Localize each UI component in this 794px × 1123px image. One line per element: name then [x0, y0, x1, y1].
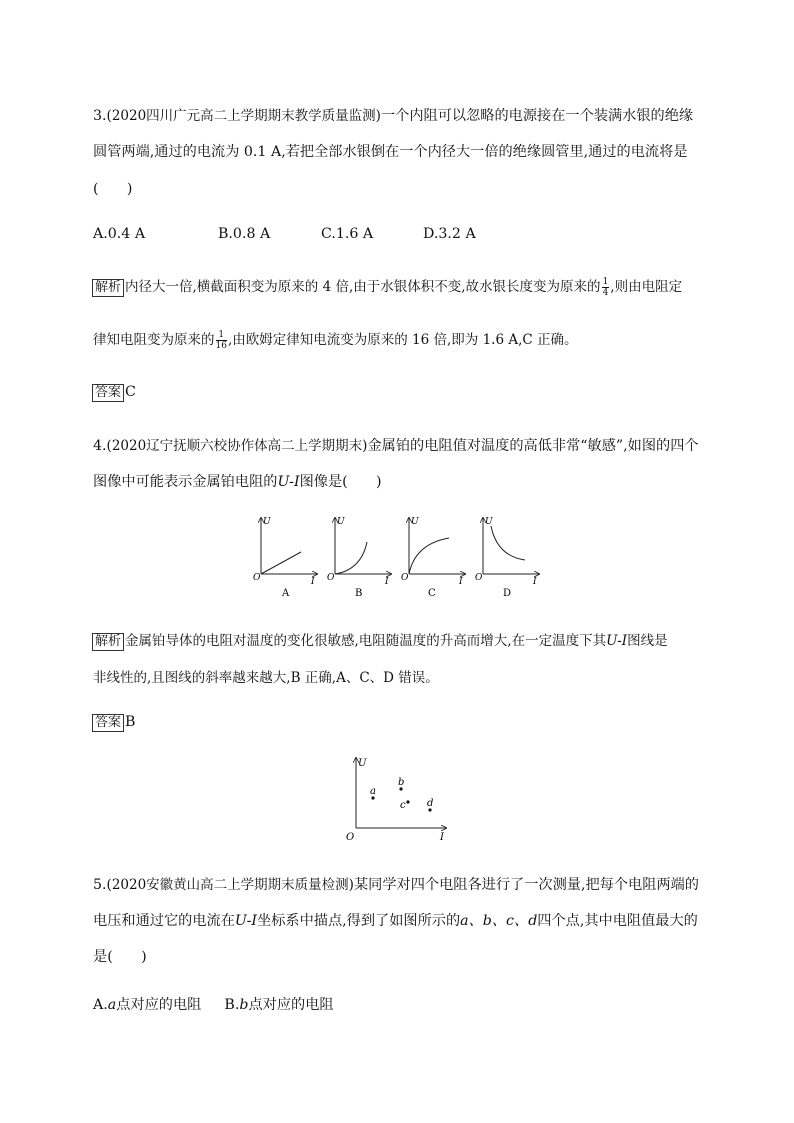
q4-graph-a [253, 517, 317, 599]
q4-analysis-line1 [92, 629, 668, 651]
q4-line2 [93, 471, 382, 491]
q5-ui-label: U-I [234, 913, 257, 929]
q3-analysis-line1 [92, 275, 712, 298]
q4-source: (2020辽宁抚顺六校协作体高二上学期期末) [106, 438, 368, 454]
u-label: U [485, 517, 493, 527]
i-label: I [440, 832, 444, 843]
q4-answer-value: B [125, 714, 136, 730]
q4-graphs-figure [245, 508, 555, 600]
q3-blank: ( ) [93, 181, 133, 197]
q5-text2c: 四个点,其中电阻值最大的 [537, 913, 698, 929]
q3-number: 3. [93, 108, 107, 124]
q5-scatter-figure [340, 752, 455, 844]
q3-analysis-line2 [93, 328, 578, 351]
i-label: I [459, 577, 463, 587]
curve-convex [335, 542, 367, 574]
q3-line2: 圆管两端,通过的电流为 0.1 A,若把全部水银倒在一个内径大一倍的绝缘圆管里,通过的电流将是 [93, 144, 688, 160]
q4-analysis-text1b: 图线是 [627, 633, 668, 649]
point-a-label: a [370, 786, 376, 797]
q4-line1 [93, 434, 699, 455]
point-c-label: c [400, 800, 406, 811]
q3-answer-tag: 答案 [92, 384, 124, 402]
graph-label: D [503, 588, 512, 599]
q3-answer [92, 384, 136, 402]
origin-label: O [475, 573, 483, 583]
q5-text: 某同学对四个电阻各进行了一次测量,把每个电阻两端的 [353, 877, 699, 893]
curve-decreasing [491, 526, 525, 560]
origin-label: O [327, 573, 335, 583]
q4-ui-label: U-I [277, 474, 300, 490]
q3-answer-value: C [125, 384, 136, 400]
frac-num: 1 [216, 330, 227, 341]
q5-option-b [224, 997, 333, 1013]
q3-analysis-text1b: ,则由电阻定 [610, 279, 683, 295]
q5-text2b: 坐标系中描点,得到了如图所示的 [257, 913, 461, 929]
q3-text: 一个内阻可以忽略的电源接在一个装满水银的绝缘 [380, 108, 694, 124]
graph-label: C [428, 588, 436, 599]
q3-analysis-text1: 内径大一倍,横截面积变为原来的 4 倍,由于水银体积不变,故水银长度变为原来的 [125, 279, 601, 295]
graph-label: B [355, 588, 363, 599]
q4-text: 金属铂的电阻值对温度的高低非常“敏感”,如图的四个 [367, 438, 699, 454]
q4-graph-d [475, 517, 539, 599]
q5-points-list: a、b、c、d [460, 913, 538, 929]
opt-prefix: A. [93, 997, 108, 1013]
opt-text: 点对应的电阻 [248, 997, 334, 1013]
q5-text2a: 电压和通过它的电流在 [93, 913, 235, 929]
q3-analysis-text2b: ,由欧姆定律知电流变为原来的 16 倍,即为 1.6 A,C 正确。 [227, 332, 578, 348]
frac-num: 1 [602, 277, 609, 287]
origin-label: O [253, 573, 261, 583]
i-label: I [385, 577, 389, 587]
frac-den: 16 [215, 341, 227, 351]
q5-source: (2020安徽黄山高二上学期期末质量检测) [106, 877, 354, 893]
q3-option-d: D.3.2 A [423, 226, 476, 242]
q5-line1 [93, 873, 699, 894]
opt-var: a [107, 997, 117, 1013]
u-label: U [263, 517, 271, 527]
point-c [406, 800, 409, 803]
origin-label: O [346, 832, 355, 843]
q4-analysis-text1a: 金属铂导体的电阻对温度的变化很敏感,电阻随温度的升高而增大,在一定温度下其 [125, 633, 607, 649]
q3-option-a: A.0.4 A [93, 226, 146, 242]
opt-text: 点对应的电阻 [116, 997, 202, 1013]
q5-options [93, 994, 334, 1014]
q3-analysis-text2: 律知电阻变为原来的 [93, 332, 215, 348]
q5-line3: 是( ) [93, 949, 147, 965]
frac-den: 4 [602, 288, 609, 298]
i-label: I [533, 577, 537, 587]
u-label: U [358, 758, 367, 769]
q3-source: (2020四川广元高二上学期期末教学质量监测) [106, 108, 381, 124]
q5-option-a [93, 997, 201, 1013]
opt-var: b [239, 997, 249, 1013]
origin-label: O [401, 573, 409, 583]
q5-line2 [93, 910, 698, 930]
curve-linear [261, 552, 301, 574]
point-d-label: d [427, 798, 434, 809]
q4-text2b: 图像是( ) [299, 474, 382, 490]
q4-answer-tag: 答案 [92, 714, 124, 732]
q4-analysis-ui: U-I [606, 633, 628, 649]
q4-graph-c [401, 517, 465, 599]
q4-analysis-line2: 非线性的,且图线的斜率越来越大,B 正确,A、C、D 错误。 [93, 670, 439, 686]
graph-label: A [282, 588, 290, 599]
i-label: I [311, 577, 315, 587]
q4-answer [92, 714, 135, 732]
q3-option-c: C.1.6 A [321, 226, 374, 242]
q4-analysis-tag: 解析 [92, 633, 124, 651]
q3-option-b: B.0.8 A [218, 226, 271, 242]
q3-fraction-1-4 [602, 277, 610, 298]
q5-number: 5. [93, 877, 107, 893]
q3-analysis-tag: 解析 [92, 279, 124, 297]
q3-fraction-1-16 [216, 330, 227, 351]
u-label: U [411, 517, 419, 527]
u-label: U [337, 517, 345, 527]
q3-line1 [93, 104, 693, 125]
opt-prefix: B. [224, 997, 240, 1013]
q4-text2a: 图像中可能表示金属铂电阻的 [93, 474, 278, 490]
point-b-label: b [398, 777, 405, 788]
curve-concave [409, 538, 449, 574]
q4-number: 4. [93, 438, 107, 454]
q4-graph-b [327, 517, 391, 599]
